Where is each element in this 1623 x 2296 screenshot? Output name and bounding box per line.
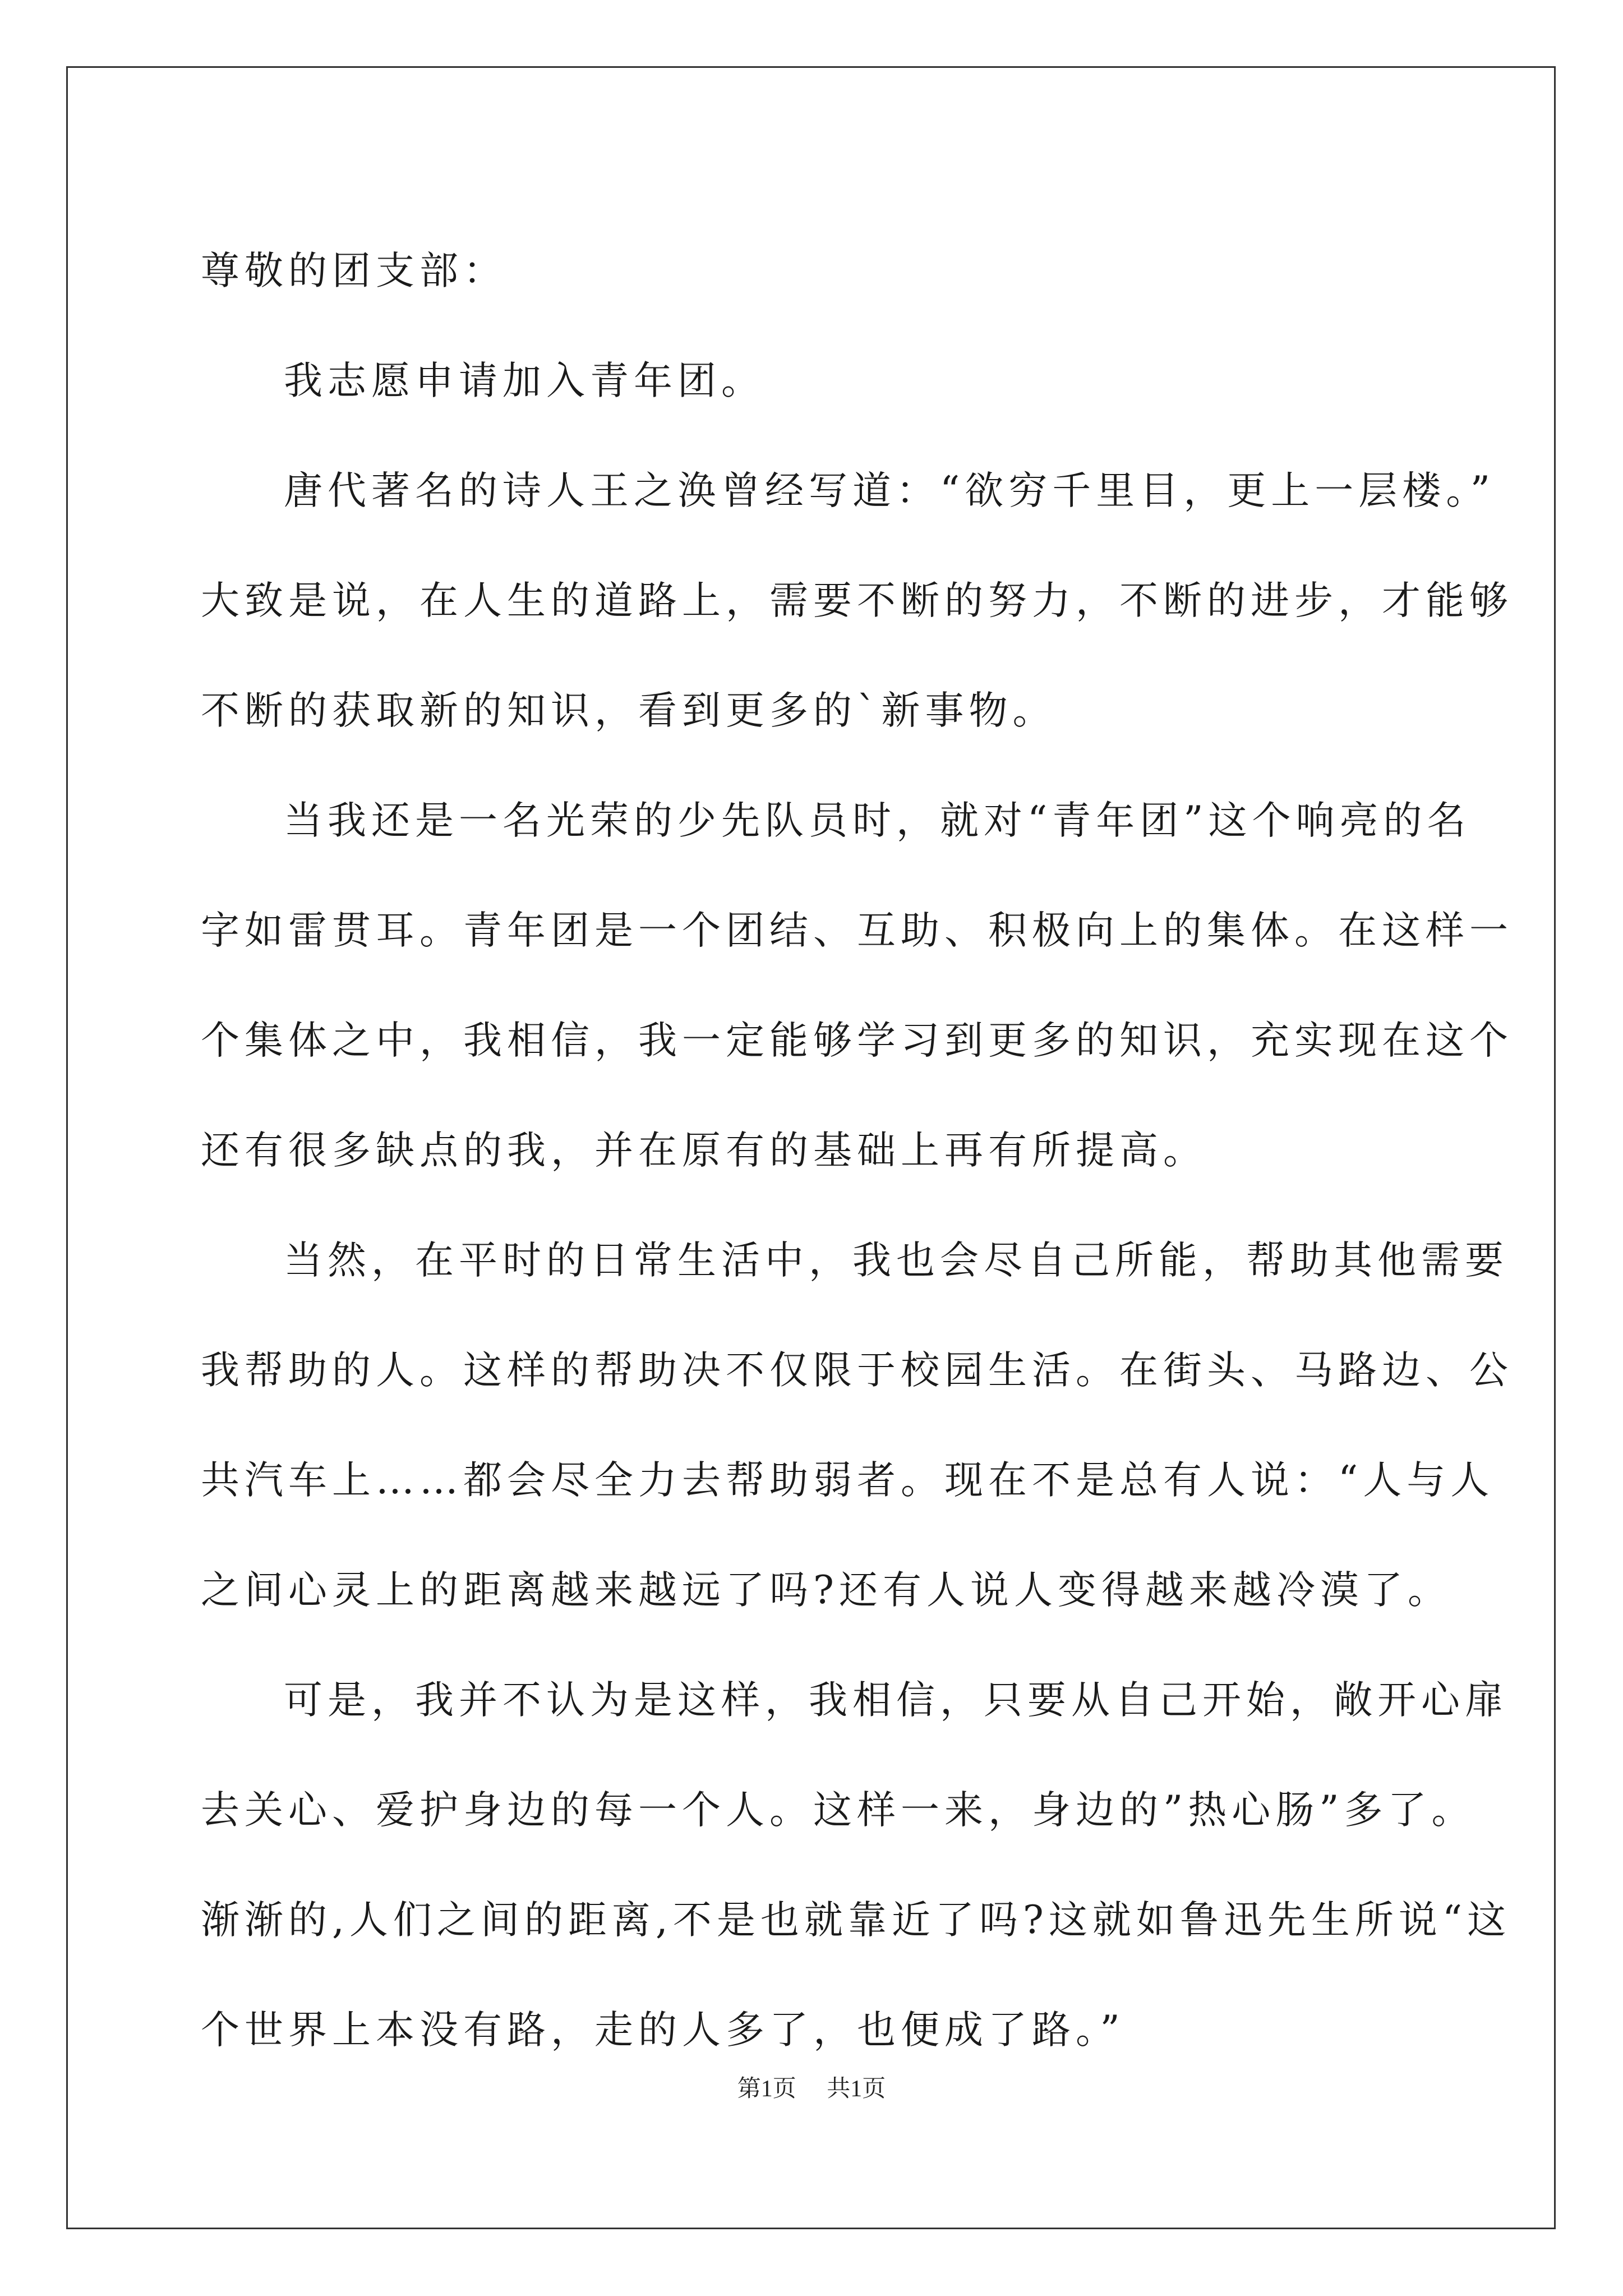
document-body bbox=[201, 216, 1513, 2085]
paragraph-line: 之间心灵上的距离越来越远了吗?还有人说人变得越来越冷漠了。 bbox=[201, 1568, 1451, 1613]
salutation: 尊敬的团支部： bbox=[201, 249, 507, 293]
page-footer bbox=[0, 2070, 1623, 2104]
paragraph-line: 大致是说，在人生的道路上，需要不断的努力，不断的进步，才能够 bbox=[201, 578, 1513, 623]
paragraph-line: 渐渐的,人们之间的距离,不是也就靠近了吗?这就如鲁迅先生所说“这 bbox=[201, 1898, 1511, 1943]
paragraph-line: 共汽车上……都会尽全力去帮助弱者。现在不是总有人说：“人与人 bbox=[201, 1458, 1495, 1503]
page-number: 第1页 bbox=[737, 2076, 796, 2102]
paragraph-line: 个世界上本没有路，走的人多了，也便成了路。” bbox=[201, 2008, 1125, 2053]
paragraph-line: 去关心、爱护身边的每一个人。这样一来，身边的”热心肠”多了。 bbox=[201, 1788, 1476, 1833]
paragraph-line: 不断的获取新的知识，看到更多的`新事物。 bbox=[201, 688, 1057, 733]
page-total: 共1页 bbox=[827, 2076, 886, 2102]
paragraph-line: 字如雷贯耳。青年团是一个团结、互助、积极向上的集体。在这样一 bbox=[201, 908, 1513, 953]
paragraph-line: 可是，我并不认为是这样，我相信，只要从自己开始，敞开心扉 bbox=[284, 1678, 1509, 1723]
paragraph-line: 当然，在平时的日常生活中，我也会尽自己所能，帮助其他需要 bbox=[284, 1238, 1509, 1283]
paragraph-line: 个集体之中，我相信，我一定能够学习到更多的知识，充实现在这个 bbox=[201, 1018, 1513, 1063]
paragraph-line: 我帮助的人。这样的帮助决不仅限于校园生活。在街头、马路边、公 bbox=[201, 1348, 1513, 1393]
paragraph-line: 唐代著名的诗人王之涣曾经写道：“欲穷千里目，更上一层楼。” bbox=[284, 468, 1496, 513]
paragraph-line: 还有很多缺点的我，并在原有的基础上再有所提高。 bbox=[201, 1128, 1207, 1173]
paragraph-line: 我志愿申请加入青年团。 bbox=[284, 358, 765, 403]
paragraph-line: 当我还是一名光荣的少先队员时，就对“青年团”这个响亮的名 bbox=[284, 798, 1471, 843]
